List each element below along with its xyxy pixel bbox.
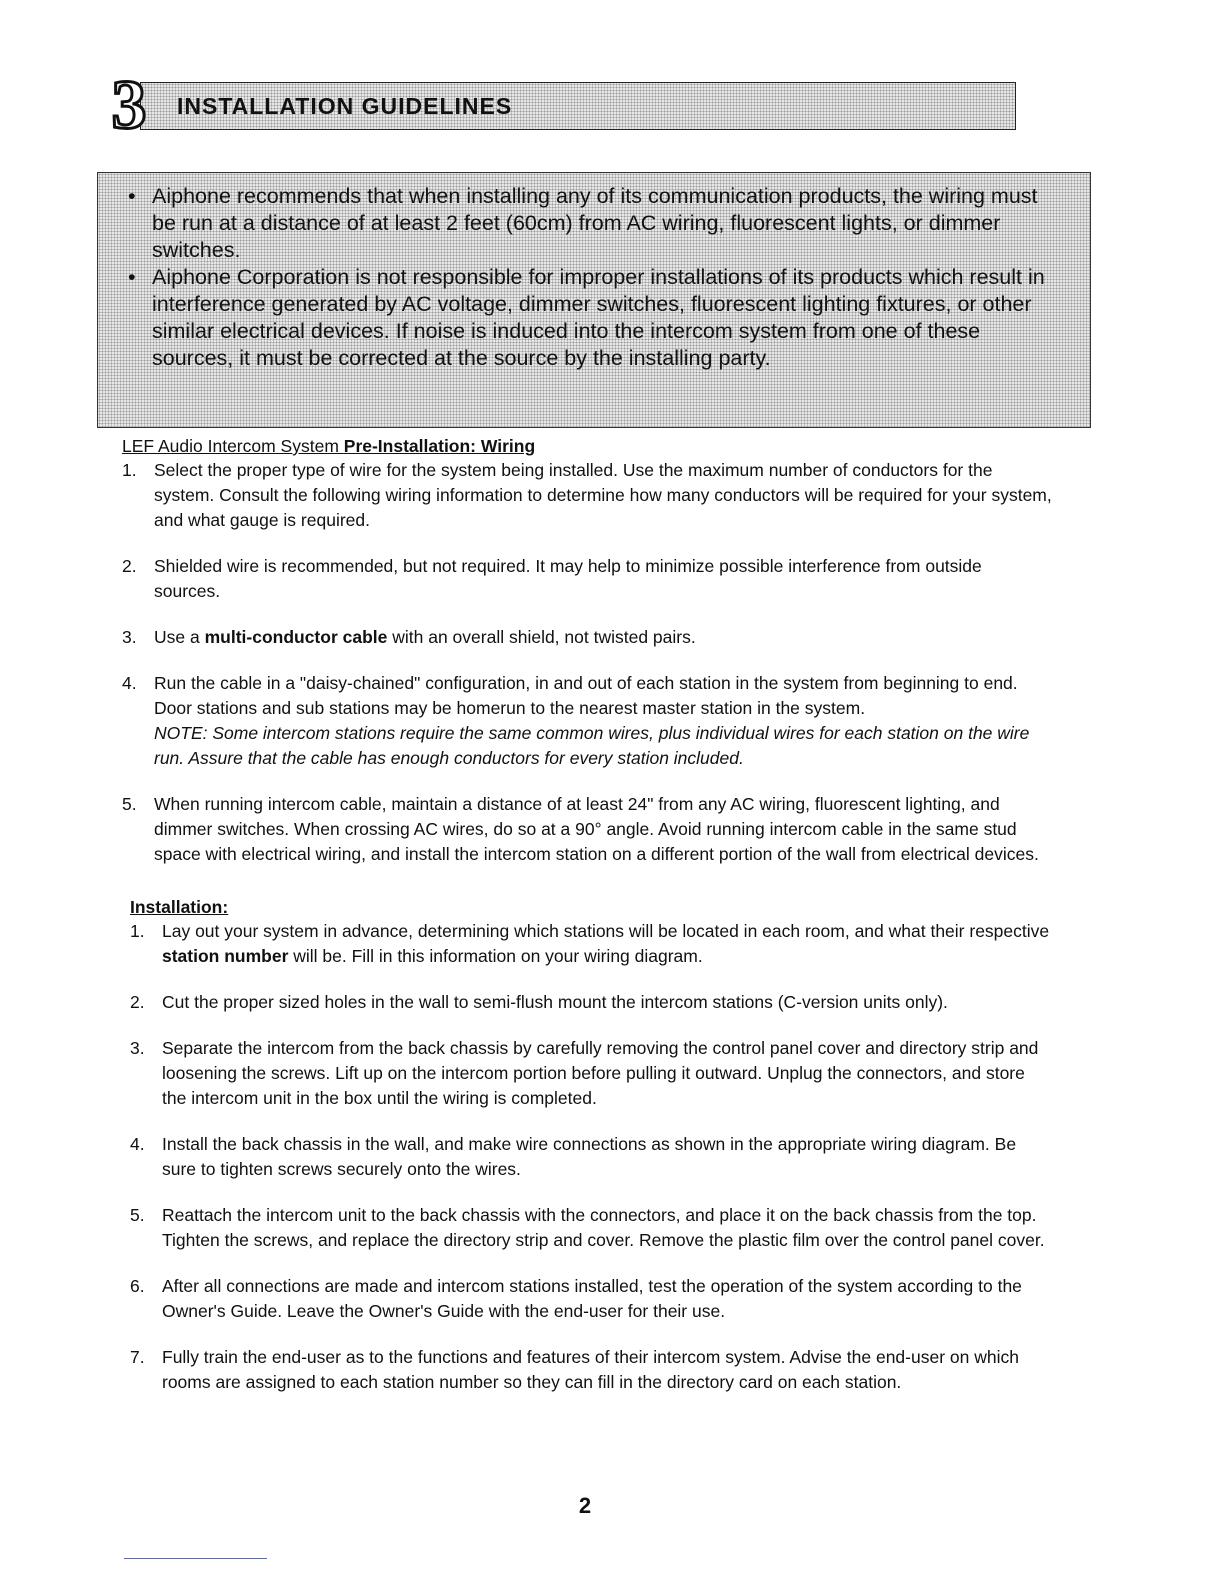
list-item (130, 919, 1052, 969)
notice-item (128, 183, 1050, 264)
list-item (122, 554, 1052, 604)
notice-item (128, 264, 1050, 372)
step-number: 1. (122, 460, 137, 480)
notice-text: Aiphone Corporation is not responsible for improper installations of its products which result in interference generated by AC voltage, dimmer switches, fluorescent lighting fixtures, or other similar electrical devices. If noise is induced into the intercom system from one of these sources, it must be corrected at the source by the installing party. (152, 265, 1045, 370)
step-number: 3. (130, 1038, 145, 1058)
step-text-post: will be. Fill in this information on your wiring diagram. (288, 946, 703, 966)
bullet-icon: • (128, 184, 136, 208)
notice-box (97, 172, 1091, 428)
step-number: 2. (130, 992, 145, 1012)
list-item (122, 458, 1052, 533)
pre-installation-steps (122, 458, 1052, 867)
step-text: Run the cable in a "daisy-chained" configuration, in and out of each station in the system from beginning to end. Door stations and sub stations may be homerun to the nearest master station in the system. (154, 673, 1018, 718)
list-item (122, 625, 1052, 650)
step-text: Separate the intercom from the back chassis by carefully removing the control panel cover and directory strip and loosening the screws. Lift up on the intercom portion before pulling it outward. Unplug the connectors, and store the intercom unit in the box until the wiring is completed. (162, 1038, 1039, 1108)
step-number: 5. (130, 1205, 145, 1225)
step-text-pre: Lay out your system in advance, determining which stations will be located in each room, and what their respective (162, 921, 1050, 941)
step-text-bold: multi-conductor cable (204, 627, 388, 647)
step-text: Install the back chassis in the wall, and make wire connections as shown in the appropriate wiring diagram. Be sure to tighten screws securely onto the wires. (162, 1134, 1017, 1179)
step-number: 4. (122, 673, 137, 693)
step-note: NOTE: Some intercom stations require the same common wires, plus individual wires for each station on the wire run. Assure that the cable has enough conductors for every station included. (154, 723, 1030, 768)
footer-rule (124, 1558, 267, 1559)
installation-heading: Installation: (130, 897, 229, 917)
step-number: 5. (122, 794, 137, 814)
list-item (130, 990, 1052, 1015)
list-item (130, 1036, 1052, 1111)
step-number: 4. (130, 1134, 145, 1154)
heading-bold: Pre-Installation: Wiring (343, 436, 536, 456)
pre-installation-heading (122, 434, 1052, 458)
list-item (122, 671, 1052, 771)
step-text: Shielded wire is recommended, but not required. It may help to minimize possible interference from outside sources. (154, 556, 982, 601)
notice-text: Aiphone recommends that when installing any of its communication products, the wiring must be run at a distance of at least 2 feet (60cm) from AC wiring, fluorescent lights, or dimmer switches. (152, 184, 1038, 262)
step-text: Cut the proper sized holes in the wall to semi-flush mount the intercom stations (C-version units only). (162, 992, 948, 1012)
step-text: Select the proper type of wire for the system being installed. Use the maximum number of conductors for the system. Consult the following wiring information to determine how many conductors will be required for your system, and what gauge is required. (154, 460, 1052, 530)
step-text-bold: station number (162, 946, 289, 966)
bullet-icon: • (128, 265, 136, 289)
section-number: 3 (111, 67, 147, 144)
step-number: 1. (130, 921, 145, 941)
step-text-post: with an overall shield, not twisted pairs. (387, 627, 696, 647)
list-item (130, 1203, 1052, 1253)
step-number: 2. (122, 556, 137, 576)
page-number: 2 (578, 1493, 592, 1518)
section-banner (140, 82, 1016, 130)
heading-lead: LEF Audio Intercom System (122, 436, 344, 456)
installation-steps (130, 919, 1052, 1395)
step-number: 6. (130, 1276, 145, 1296)
step-text: Fully train the end-user as to the functions and features of their intercom system. Advise the end-user on which rooms are assigned to each station number so they can fill in the directory card on each station. (162, 1347, 1019, 1392)
list-item (130, 1345, 1052, 1395)
list-item (122, 792, 1052, 867)
list-item (130, 1132, 1052, 1182)
step-number: 3. (122, 627, 137, 647)
step-text: When running intercom cable, maintain a distance of at least 24" from any AC wiring, fluorescent lighting, and dimmer switches. When crossing AC wires, do so at a 90° angle. Avoid running intercom cable in the same stud space with electrical wiring, and install the intercom station on a different portion of the wall from electrical devices. (154, 794, 1039, 864)
list-item (130, 1274, 1052, 1324)
step-text: After all connections are made and intercom stations installed, test the operation of the system according to the Owner's Guide. Leave the Owner's Guide with the end-user for their use. (162, 1276, 1022, 1321)
step-text-pre: Use a (154, 627, 205, 647)
page-content (122, 434, 1052, 1416)
step-number: 7. (130, 1347, 145, 1367)
section-header (100, 67, 1018, 144)
section-title: INSTALLATION GUIDELINES (177, 93, 513, 119)
step-text: Reattach the intercom unit to the back chassis with the connectors, and place it on the back chassis from the top. Tighten the screws, and replace the directory strip and cover. Remove the plastic film over the control panel cover. (162, 1205, 1045, 1250)
